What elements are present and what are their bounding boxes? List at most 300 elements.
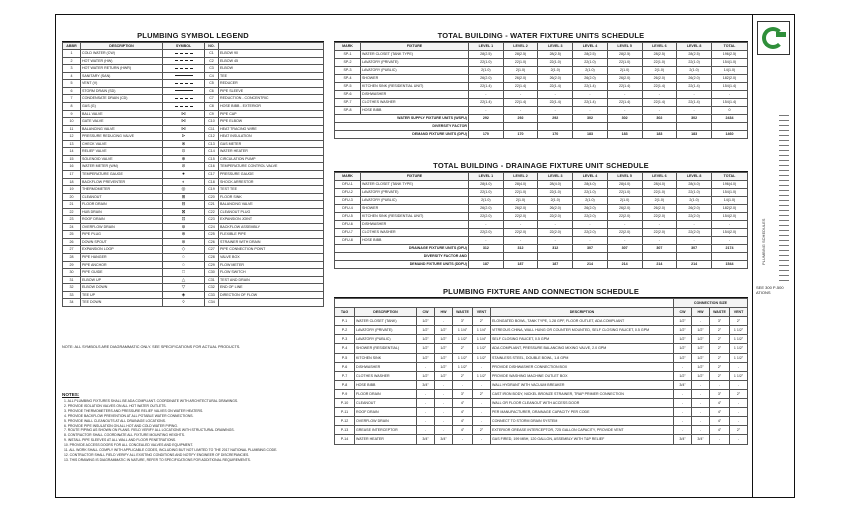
legend-symbol [163,291,205,299]
pfc-cell: - [691,408,709,417]
legend-abbr: 27 [63,246,81,254]
dfu-row [335,229,748,237]
pfc-cell: 1/2" [691,326,709,335]
pfc-cell: - [709,435,729,444]
legend-description: STORM DRAIN (SD) [81,87,163,95]
legend-description: THERMOMETER [81,186,163,194]
fitting-symbol-icon: ⋈ [181,110,186,116]
legend-symbol [163,193,205,201]
legend-description-2: FLOW SWITCH [219,269,324,277]
legend-description-2: HEAT INSULATION [219,133,324,141]
pfc-cell: STAINLESS STEEL, DOUBLE BOWL, 1.8 GPM [491,353,674,362]
wfu-cell: 26(2.0) [573,75,608,83]
legend-symbol [163,208,205,216]
wfu-cell: 22(1.0) [469,59,504,67]
pfc-cell: 3" [453,317,473,326]
wfu-cell: - [469,107,504,115]
legend-row [63,72,324,80]
pfc-cell: 2" [709,371,729,380]
drawing-sheet [55,14,795,498]
pfc-cell: 1 1/4" [453,326,473,335]
legend-number: C22 [205,208,219,216]
wfu-cell: 26(2.0) [607,75,642,83]
pfc-cell: - [673,417,691,426]
legend-description: ROOF DRAIN [81,216,163,224]
wfu-cell: 22(1.4) [607,99,642,107]
wfu-cell: - [538,107,573,115]
legend-abbr: 3 [63,65,81,73]
pfc-cell: - [473,399,491,408]
dfu-cell: 26(2.0) [677,205,712,213]
dfu-summary-cell [712,253,748,261]
wfu-row [335,67,748,75]
wfu-summary-cell: 170 [538,131,573,139]
legend-number: C27 [205,246,219,254]
legend-number: C16 [205,163,219,171]
fitting-symbol-icon: ▽ [181,284,186,290]
pfc-cell: P-2 [335,326,355,335]
legend-description-2: FLOW METER [219,261,324,269]
legend-description-2: PIPE ELBOW [219,118,324,126]
pfc-cell: 4" [709,417,729,426]
legend-symbol [163,253,205,261]
wfu-cell: 22(1.4) [677,83,712,91]
legend-symbol [163,223,205,231]
dfu-cell: 28(4.0) [607,181,642,189]
pfc-cell: - [729,417,747,426]
pfc-cell: 3/4" [691,435,709,444]
fitting-symbol-icon: ⊚ [181,223,186,229]
dfu-cell: 28(4.0) [573,181,608,189]
wfu-cell: - [469,91,504,99]
dfu-summary-cell [469,253,504,261]
dfu-cell: 26(2.0) [642,205,677,213]
legend-description-2: TEST AND DRAIN [219,276,324,284]
pfc-cell: 3/4" [435,435,453,444]
legend-number: C11 [205,125,219,133]
dfu-cell: 2(1.0) [503,197,538,205]
wfu-cell: 22(1.4) [642,99,677,107]
legend-abbr: 4 [63,72,81,80]
pfc-row [335,408,748,417]
legend-number: C9 [205,110,219,118]
legend-symbol [163,299,205,307]
legend-description: EXPANSION LOOP [81,246,163,254]
dfu-cell: 196(4.0) [712,181,748,189]
legend-row [63,253,324,261]
pfc-cell: P-14 [335,435,355,444]
legend-abbr: 8 [63,103,81,111]
wfu-header: LEVEL 3 [538,43,573,51]
dfu-cell: 28(4.0) [677,181,712,189]
pfc-cell: CAST IRON BODY, NICKEL BRONZE STRAINER, TRAP PRIMER CONNECTION [491,389,674,398]
legend-abbr: 10 [63,118,81,126]
legend-description: SOLENOID VALVE [81,155,163,163]
pfc-cell: 1/2" [417,353,435,362]
pfc-header: DESCRIPTION [491,308,674,317]
dfu-cell: DFU-1 [335,181,361,189]
pfc-cell: KITCHEN SINK [355,353,417,362]
legend-row [63,201,324,209]
legend-number: C6 [205,87,219,95]
pfc-cell: - [673,362,691,371]
legend-row [63,50,324,58]
wfu-cell: 28(2.5) [677,51,712,59]
legend-description: TEE UP [81,291,163,299]
legend-symbol [163,80,205,88]
legend-symbol [163,276,205,284]
dfu-cell: 154(2.0) [712,229,748,237]
wfu-cell: 196(2.5) [712,51,748,59]
wfu-cell: 22(1.4) [469,99,504,107]
legend-symbol [163,170,205,178]
dfu-cell: - [642,237,677,245]
dfu-header: FIXTURE [361,173,469,181]
fitting-symbol-icon: ◐ [182,178,185,184]
pfc-cell: 1/2" [417,317,435,326]
legend-number: C15 [205,155,219,163]
legend-symbol [163,216,205,224]
wfu-cell: 22(1.4) [573,83,608,91]
pfc-cell: 2" [453,344,473,353]
legend-description-2: DIRECTION OF FLOW [219,291,324,299]
pfc-row [335,371,748,380]
pfc-cell: 3/4" [673,380,691,389]
dfu-cell: 22(2.0) [469,229,504,237]
legend-symbol [163,186,205,194]
legend-description: RELIEF VALVE [81,148,163,156]
pfc-cell: 3/4" [417,380,435,389]
legend-row [63,299,324,307]
legend-description: HUB DRAIN [81,208,163,216]
pfc-cell: - [473,362,491,371]
pfc-cell: P-5 [335,353,355,362]
pfc-cell: 1/2" [417,326,435,335]
pfc-cell: 2" [453,371,473,380]
dfu-cell: 22(2.0) [573,213,608,221]
dfu-header: TOTAL [712,173,748,181]
legend-abbr: 16 [63,163,81,171]
pfc-cell: VITREOUS CHINA, WALL HUNG OR COUNTER MOUNTED, SELF CLOSING FAUCET, 0.5 GPM [491,326,674,335]
pfc-cell: ROOF DRAIN [355,408,417,417]
fitting-symbol-icon: ⊛ [181,231,186,237]
fitting-symbol-icon: ⊜ [181,238,186,244]
pfc-cell: - [473,380,491,389]
fitting-symbol-icon: ● [182,170,185,176]
dfu-summary-cell: 312 [538,245,573,253]
pfc-cell: - [691,426,709,435]
legend-description: PIPE HANGER [81,253,163,261]
pfc-cell: - [417,399,435,408]
wfu-cell: SP-6 [335,91,361,99]
legend-symbol [163,155,205,163]
legend-description-2: ELBOW 90 [219,50,324,58]
legend-row [63,186,324,194]
legend-description-2: BALANCING VALVE [219,201,324,209]
legend-description-2: CLEANOUT PLUG [219,208,324,216]
dfu-cell: - [607,221,642,229]
pfc-header: TAG [335,308,355,317]
pfc-cell: 1/2" [673,371,691,380]
dfu-cell: - [712,237,748,245]
legend-row [63,170,324,178]
wfu-cell: 22(1.4) [469,83,504,91]
dfu-cell: 22(1.0) [503,189,538,197]
dfu-cell: WATER CLOSET (TANK TYPE) [361,181,469,189]
note-item: 1. ALL PLUMBING FIXTURES SHALL BE ADA COMPLIANT. COORDINATE WITH ARCHITECTURAL DRAWINGS. [64,399,239,403]
wfu-summary-row [335,115,748,123]
legend-abbr: 18 [63,178,81,186]
dfu-row [335,197,748,205]
dfu-cell: - [538,221,573,229]
dfu-cell: 2(1.0) [573,197,608,205]
wfu-cell: 22(1.4) [677,99,712,107]
wfu-cell: DISHWASHER [361,91,469,99]
pfc-cell: ADA COMPLIANT, PRESSURE BALANCING MIXING VALVE, 2.0 GPM [491,344,674,353]
wfu-title: TOTAL BUILDING - WATER FIXTURE UNITS SCHEDULE [334,31,748,42]
legend-symbol [163,125,205,133]
legend-number: C34 [205,299,219,307]
note-item: 7. ROUTE PIPING AS SHOWN ON PLANS. FIELD VERIFY ALL LOCATIONS WITH STRUCTURAL DRAWINGS. [64,428,235,433]
dfu-summary-cell: 1544 [712,261,748,269]
wfu-summary-cell [573,123,608,131]
dfu-header: LEVEL 4 [573,173,608,181]
wfu-row [335,59,748,67]
dfu-title: TOTAL BUILDING - DRAINAGE FIXTURE UNIT SCHEDULE [334,161,748,172]
legend-row [63,238,324,246]
dfu-cell: 22(1.0) [538,189,573,197]
legend-row [63,95,324,103]
pfc-cell: P-3 [335,335,355,344]
pfc-row [335,335,748,344]
dfu-summary-row [335,253,748,261]
pfc-cell: 2" [473,426,491,435]
dfu-cell: DFU-7 [335,229,361,237]
legend-description-2: PIPE CAP [219,110,324,118]
legend-symbol [163,133,205,141]
legend-description-2: VALVE BOX [219,253,324,261]
wfu-row [335,91,748,99]
note-item: 5. PROVIDE WALL CLEANOUTS AT ALL DRAINAGE LOCATIONS. [64,418,166,423]
dfu-header: LEVEL 3 [538,173,573,181]
pfc-cell: - [435,417,453,426]
legend-number: C20 [205,193,219,201]
wfu-cell: CLOTHES WASHER [361,99,469,107]
wfu-cell: SP-7 [335,99,361,107]
legend-description: PRESSURE REDUCING VALVE [81,133,163,141]
pfc-row [335,326,748,335]
legend-abbr: 7 [63,95,81,103]
dfu-cell: 28(4.0) [642,181,677,189]
pfc-cell: 4" [453,417,473,426]
dfu-summary-cell: 307 [607,245,642,253]
fitting-symbol-icon: ⊕ [181,155,186,161]
pfc-cell: CONNECT TO STORM DRAIN SYSTEM [491,417,674,426]
pipe-line-icon [175,60,193,61]
wfu-cell: LAVATORY (PRIVATE) [361,59,469,67]
wfu-cell: - [538,91,573,99]
pfc-cell: 1 1/2" [729,335,747,344]
plumbing-fixture-connection-schedule [334,287,748,445]
pfc-cell: - [673,426,691,435]
pfc-cell: - [691,417,709,426]
pfc-cell: 2" [729,426,747,435]
legend-abbr: 29 [63,261,81,269]
note-item: 4. PROVIDE BACKFLOW PREVENTION AT ALL POTABLE WATER CONNECTIONS. [64,413,194,418]
legend-number: C13 [205,140,219,148]
legend-abbr: 25 [63,231,81,239]
pfc-header: WASTE [709,308,729,317]
dfu-cell: 22(2.0) [469,213,504,221]
pfc-cell: 2" [473,317,491,326]
pfc-cell: P-6 [335,362,355,371]
pfc-cell: P-11 [335,408,355,417]
legend-row [63,163,324,171]
legend-row [63,87,324,95]
legend-number: C24 [205,223,219,231]
wfu-summary-cell [642,123,677,131]
legend-symbol [163,95,205,103]
dfu-cell: 22(2.0) [607,229,642,237]
wfu-summary-cell: 302 [642,115,677,123]
fitting-symbol-icon: ◈ [181,291,186,297]
legend-row [63,276,324,284]
legend-abbr: 20 [63,193,81,201]
pfc-cell: - [673,408,691,417]
legend-description: ELBOW DOWN [81,284,163,292]
legend-description-2: REDUCTION - CONCENTRIC [219,95,324,103]
dfu-cell: - [677,221,712,229]
wfu-summary-cell: 292 [469,115,504,123]
legend-row [63,193,324,201]
wfu-row [335,51,748,59]
legend-row [63,103,324,111]
legend-title: PLUMBING SYMBOL LEGEND [62,31,324,42]
pfc-row [335,389,748,398]
legend-description: FLOOR DRAIN [81,201,163,209]
wfu-cell: 154(1.4) [712,99,748,107]
legend-description: OVERFLOW DRAIN [81,223,163,231]
wfu-cell: 22(1.0) [503,59,538,67]
pfc-cell: LAVATORY (PUBLIC) [355,335,417,344]
dfu-summary-cell: 307 [677,245,712,253]
dfu-cell: - [573,237,608,245]
pfc-header: HW [691,308,709,317]
dfu-summary-cell: 2174 [712,245,748,253]
legend-number: C28 [205,253,219,261]
fitting-symbol-icon: ○ [182,253,185,259]
dfu-cell: 14(1.0) [712,197,748,205]
dfu-cell: 28(4.0) [469,181,504,189]
dfu-summary-cell: 187 [538,261,573,269]
pfc-cell: 4" [709,408,729,417]
legend-abbr: 12 [63,133,81,141]
pfc-cell: CLOTHES WASHER [355,371,417,380]
pfc-cell: SHOWER (RESIDENTIAL) [355,344,417,353]
pfc-cell: ELONGATED BOWL, TANK TYPE, 1.28 GPF, FLOOR OUTLET, ADA COMPLIANT [491,317,674,326]
wfu-summary-cell: 170 [469,131,504,139]
legend-description-2: ELBOW 45 [219,57,324,65]
connection-size-header: CONNECTION SIZE [673,299,747,308]
fitting-symbol-icon: ⊳ [181,133,186,139]
wfu-cell: SP-2 [335,59,361,67]
fitting-symbol-icon: ⋈ [181,118,186,124]
wfu-cell: KITCHEN SINK (RESIDENTIAL UNIT) [361,83,469,91]
wfu-cell: 2(1.0) [503,67,538,75]
legend-description: DOWN SPOUT [81,238,163,246]
legend-row [63,148,324,156]
pfc-cell: GREASE INTERCEPTOR [355,426,417,435]
dfu-row [335,205,748,213]
wfu-header: LEVEL 4 [573,43,608,51]
legend-description: TEMPERATURE GAUGE [81,170,163,178]
dfu-cell: - [607,237,642,245]
legend-symbol [163,50,205,58]
pfc-cell: P-1 [335,317,355,326]
wfu-cell: HOSE BIBB [361,107,469,115]
pfc-cell: - [729,435,747,444]
legend-number: C30 [205,269,219,277]
legend-description-2: ELBOW [219,65,324,73]
pfc-cell: - [435,389,453,398]
legend-description-2: FLEXIBLE PIPE [219,231,324,239]
dfu-cell: 2(1.0) [469,197,504,205]
legend-number: C8 [205,103,219,111]
fitting-symbol-icon: ◊ [182,299,185,305]
dfu-summary-row [335,245,748,253]
wfu-cell: 28(2.5) [607,51,642,59]
wfu-cell: 14(1.0) [712,67,748,75]
legend-description-2: TEST TEE [219,186,324,194]
dfu-cell: 2(1.0) [677,197,712,205]
wfu-summary-label: DIVERSITY FACTOR [335,123,469,131]
dfu-header: LEVEL 5 [607,173,642,181]
legend-number: C31 [205,276,219,284]
pfc-cell: 1 1/2" [473,371,491,380]
water-fixture-units-schedule [334,31,748,139]
legend-symbol [163,65,205,73]
legend-abbr: 28 [63,253,81,261]
pfc-cell: P-13 [335,426,355,435]
dfu-summary-cell [573,253,608,261]
wfu-cell: 28(2.5) [642,51,677,59]
legend-number: C17 [205,170,219,178]
legend-description: PIPE GUIDE [81,269,163,277]
dfu-cell: DFU-2 [335,189,361,197]
dfu-cell: DFU-6 [335,221,361,229]
legend-abbr: 26 [63,238,81,246]
pfc-cell: WALL OR FLOOR CLEANOUT WITH ACCESS DOOR [491,399,674,408]
pfc-row [335,317,748,326]
dfu-summary-row [335,261,748,269]
dfu-summary-cell: 214 [642,261,677,269]
pfc-row [335,362,748,371]
wfu-cell: - [607,91,642,99]
pipe-line-icon [175,83,193,84]
dfu-cell: 26(2.0) [503,205,538,213]
pfc-cell: - [691,389,709,398]
wfu-cell: SP-5 [335,83,361,91]
wfu-cell: 26(2.0) [503,75,538,83]
wfu-cell: 22(1.4) [538,99,573,107]
legend-symbol [163,87,205,95]
wfu-cell: 28(2.5) [469,51,504,59]
pfc-cell: GAS FIRED, 199 MBH, 120 GALLON, ASSEMBLY WITH T&P RELIEF [491,435,674,444]
pfc-cell: 3/4" [673,435,691,444]
wfu-cell: 22(1.0) [607,59,642,67]
wfu-cell: - [677,91,712,99]
legend-abbr: 2 [63,57,81,65]
